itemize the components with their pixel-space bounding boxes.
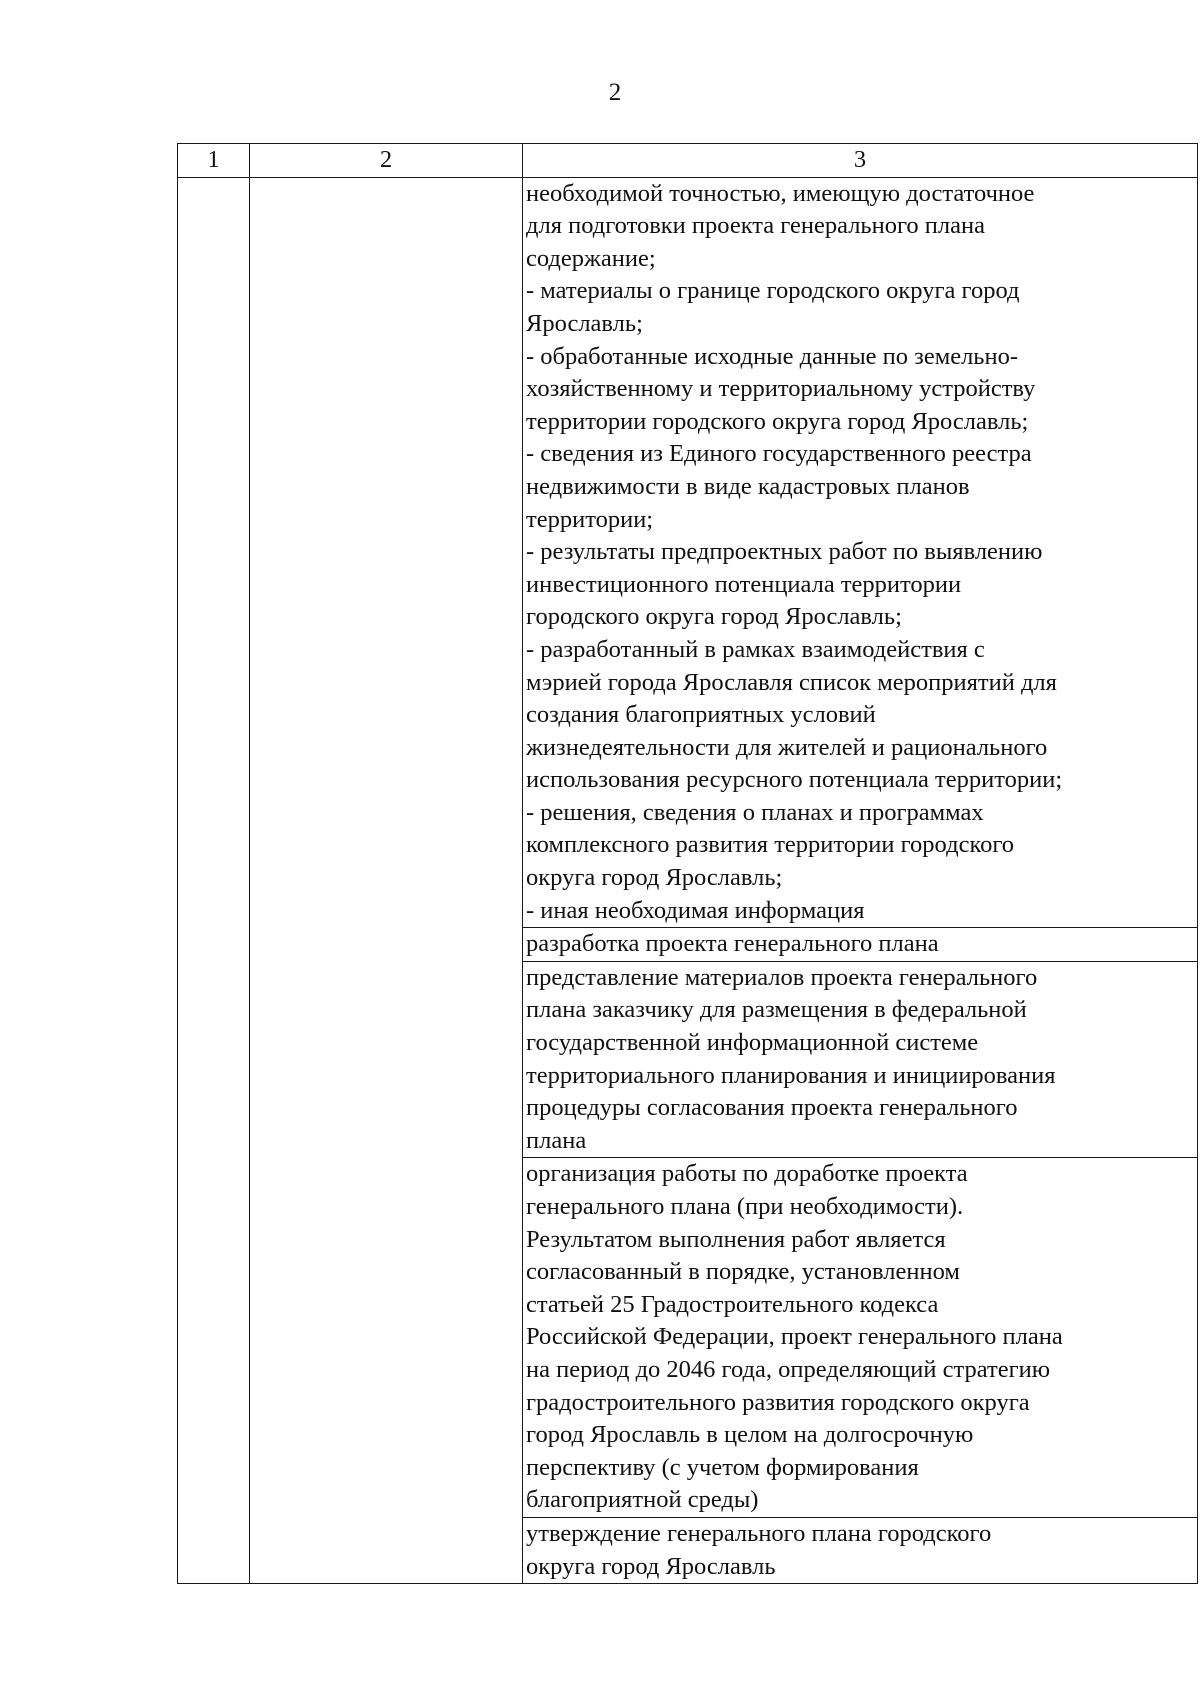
- cell-text-line: город Ярославль в целом на долгосрочную: [526, 1421, 974, 1449]
- cell-text-line: хозяйственному и территориальному устройству: [526, 375, 1036, 403]
- column-header-2: 2: [250, 144, 523, 178]
- cell-text-line: округа город Ярославль;: [526, 864, 783, 892]
- cell-text-line: территории;: [526, 505, 654, 533]
- cell-text-line: на период до 2046 года, определяющий стратегию: [526, 1355, 1051, 1383]
- cell-text-line: необходимой точностью, имеющую достаточное: [526, 179, 1035, 207]
- cell-text-line: - разработанный в рамках взаимодействия с: [526, 635, 985, 663]
- cell-text-line: градостроительного развития городского округа: [526, 1388, 1030, 1416]
- cell-text-line: - обработанные исходные данные по земельно-: [526, 342, 1018, 370]
- cell-text-line: разработка проекта генерального плана: [526, 930, 939, 958]
- page-number: 2: [608, 79, 622, 106]
- cell-text-line: государственной информационной системе: [526, 1029, 979, 1057]
- stage-description-cell: [523, 961, 1198, 1158]
- cell-text-line: мэрией города Ярославля список мероприятий для: [526, 668, 1057, 696]
- cell-text-line: - иная необходимая информация: [526, 896, 865, 924]
- column-1-cell: [178, 177, 250, 1584]
- cell-text-line: представление материалов проекта генерального: [526, 963, 1038, 991]
- cell-text-line: жизнедеятельности для жителей и рационального: [526, 733, 1048, 761]
- cell-text-line: статьей 25 Градостроительного кодекса: [526, 1290, 939, 1318]
- cell-text-line: - решения, сведения о планах и программах: [526, 798, 984, 826]
- cell-text-line: для подготовки проекта генерального плана: [526, 212, 985, 240]
- cell-text-line: процедуры согласования проекта генерального: [526, 1094, 1018, 1122]
- cell-text-line: инвестиционного потенциала территории: [526, 570, 962, 598]
- cell-text-line: благоприятной среды): [526, 1486, 759, 1514]
- cell-text-line: генерального плана (при необходимости).: [526, 1193, 964, 1220]
- column-2-cell: [250, 177, 523, 1584]
- cell-text-line: плана заказчику для размещения в федеральной: [526, 996, 1027, 1024]
- cell-text-line: комплексного развития территории городского: [526, 831, 1015, 859]
- plan-stages-table: [177, 143, 1198, 1584]
- cell-text-line: территориального планирования и инициирования: [526, 1061, 1056, 1089]
- cell-text-line: территории городского округа город Ярославль;: [526, 407, 1029, 435]
- column-header-3: 3: [523, 144, 1198, 178]
- cell-text-line: - материалы о границе городского округа город: [526, 277, 1020, 305]
- cell-text-line: создания благоприятных условий: [526, 701, 876, 729]
- cell-text-line: Результатом выполнения работ является: [526, 1225, 946, 1253]
- cell-text-line: Российской Федерации, проект генерального плана: [526, 1323, 1063, 1351]
- cell-text-line: - результаты предпроектных работ по выявлению: [526, 538, 1043, 566]
- cell-text-line: округа город Ярославль: [526, 1552, 776, 1580]
- cell-text-line: организация работы по доработке проекта: [526, 1160, 968, 1188]
- cell-text-line: перспективу (с учетом формирования: [526, 1453, 919, 1481]
- cell-text-line: использования ресурсного потенциала территории;: [526, 766, 1063, 794]
- cell-text-line: городского округа город Ярославль;: [526, 603, 902, 631]
- cell-text-line: - сведения из Единого государственного реестра: [526, 440, 1032, 468]
- stage-description-cell: [523, 928, 1198, 962]
- cell-text-line: недвижимости в виде кадастровых планов: [526, 472, 970, 500]
- cell-text-line: плана: [526, 1126, 587, 1154]
- column-header-1: 1: [178, 144, 250, 178]
- cell-text-line: утверждение генерального плана городского: [526, 1519, 992, 1547]
- cell-text-line: согласованный в порядке, установленном: [526, 1258, 960, 1286]
- table-header-row: [178, 144, 1198, 178]
- stage-description-cell: [523, 177, 1198, 928]
- table-row: [178, 177, 1198, 928]
- cell-text-line: Ярославль;: [526, 309, 643, 337]
- stage-description-cell: [523, 1158, 1198, 1518]
- stage-description-cell: [523, 1517, 1198, 1583]
- table-body: [178, 177, 1198, 1584]
- cell-text-line: содержание;: [526, 244, 656, 272]
